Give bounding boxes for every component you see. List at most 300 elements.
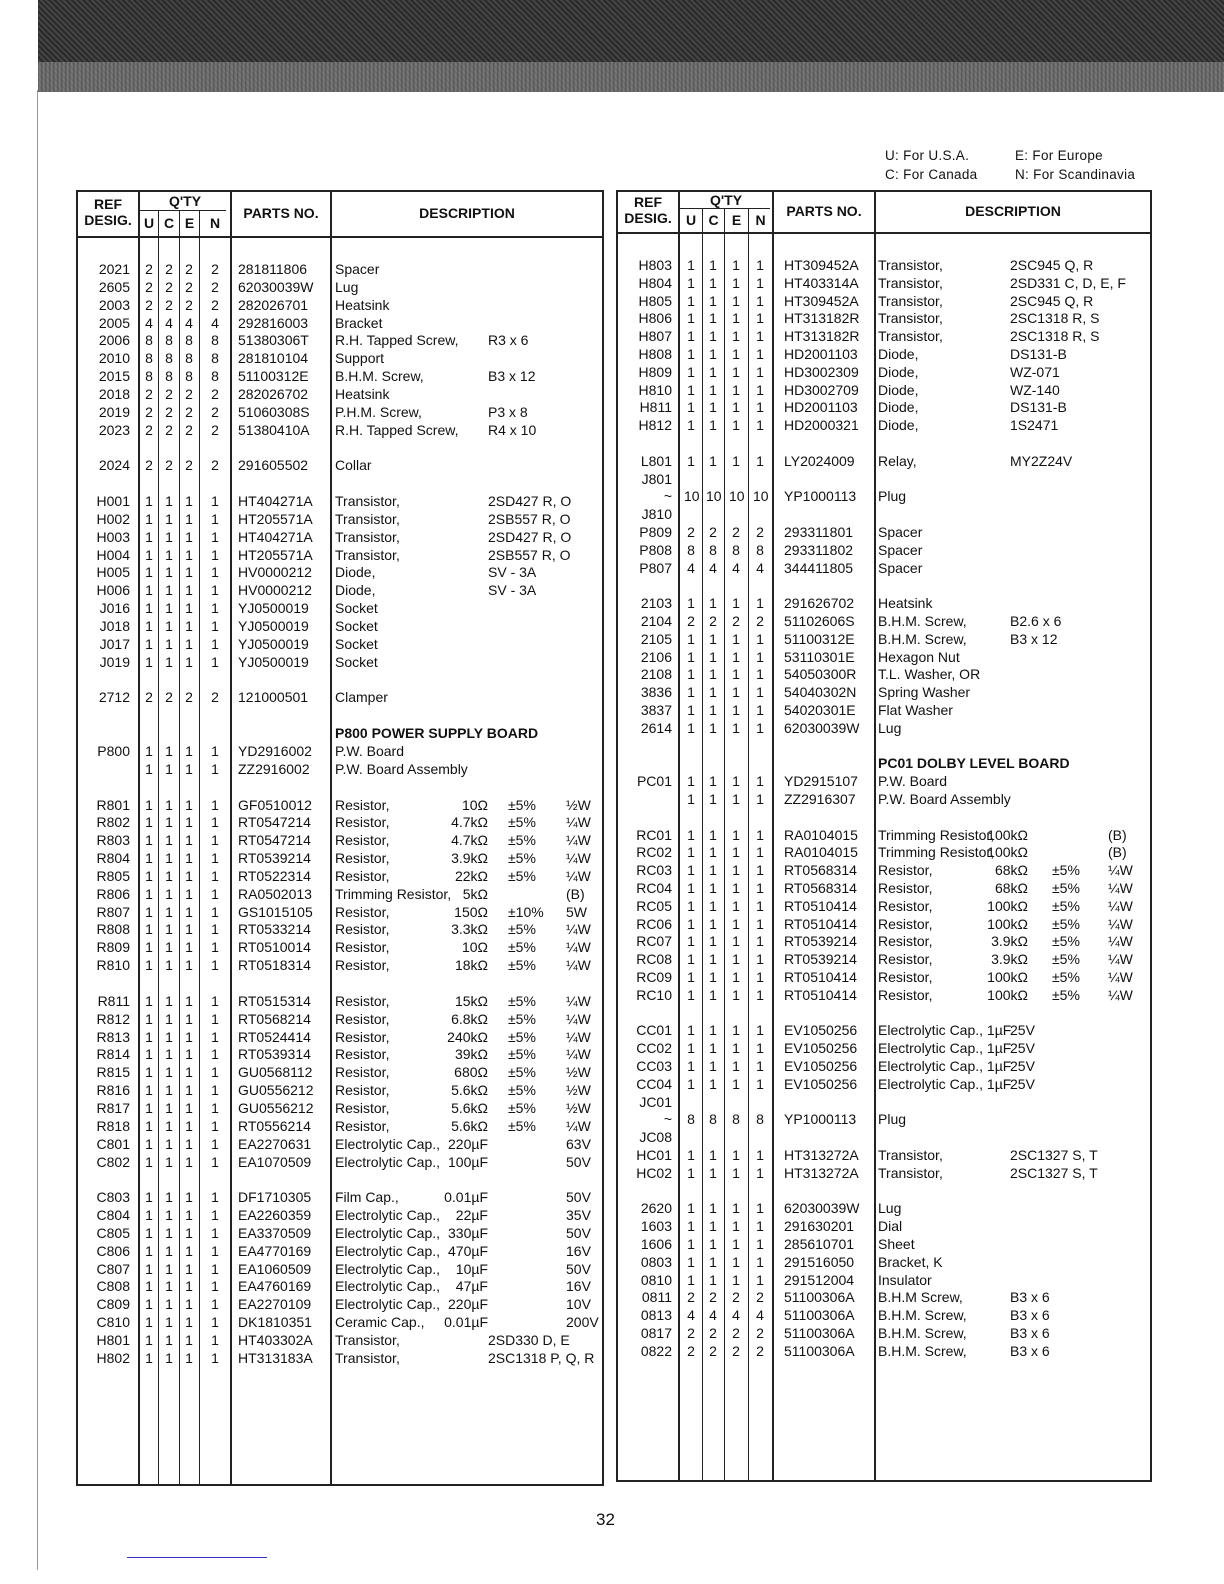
qty-u: 1 bbox=[145, 564, 153, 581]
rating: ¼W bbox=[1108, 880, 1133, 896]
table-row bbox=[618, 559, 1150, 577]
part-number: EA4770169 bbox=[238, 1242, 312, 1259]
qty-e: 1 bbox=[185, 832, 193, 849]
qty-e: 1 bbox=[185, 1242, 193, 1259]
table-row bbox=[78, 653, 602, 671]
tolerance: ±5% bbox=[508, 957, 536, 974]
qty-u: 1 bbox=[145, 600, 153, 617]
qty-c: 1 bbox=[709, 1058, 717, 1074]
ref-desig: C805 bbox=[96, 1224, 130, 1241]
qty-c: 1 bbox=[165, 1296, 173, 1313]
value: 4.7kΩ bbox=[451, 814, 488, 831]
table-row bbox=[78, 439, 602, 457]
spec: 2SB557 R, O bbox=[488, 546, 571, 563]
value: 18kΩ bbox=[454, 957, 488, 974]
parts-table-right bbox=[616, 190, 1152, 1482]
qty-c: 1 bbox=[165, 1314, 173, 1331]
qty-header: Q'TY bbox=[168, 193, 202, 209]
qty-n: 1 bbox=[756, 862, 764, 879]
value: 68kΩ bbox=[994, 862, 1028, 879]
rating: (B) bbox=[1108, 826, 1127, 843]
qty-c: 8 bbox=[165, 350, 173, 367]
ref-desig: J018 bbox=[99, 618, 130, 634]
part-number: RT0524414 bbox=[238, 1028, 311, 1045]
description: Socket bbox=[335, 618, 378, 634]
table-row bbox=[618, 309, 1150, 327]
qty-u: 1 bbox=[145, 957, 153, 974]
description: Transistor, bbox=[878, 1147, 943, 1163]
qty-c: 1 bbox=[709, 986, 717, 1003]
qty-n: 1 bbox=[756, 328, 764, 345]
spec: B3 x 12 bbox=[488, 368, 536, 385]
page-edge bbox=[0, 90, 38, 1570]
table-row bbox=[78, 1224, 602, 1242]
qty-c: 10 bbox=[706, 488, 722, 505]
part-number: 291512004 bbox=[784, 1271, 855, 1288]
table-row bbox=[618, 327, 1150, 345]
qty-e: 1 bbox=[185, 1082, 193, 1099]
description: R.H. Tapped Screw, bbox=[335, 421, 459, 438]
part-number: HT404271A bbox=[238, 493, 313, 510]
ref-desig: 2104 bbox=[640, 613, 672, 629]
qty-e: 1 bbox=[732, 257, 740, 273]
value: 3.9kΩ bbox=[451, 850, 488, 867]
ref-desig: C808 bbox=[96, 1278, 130, 1295]
ref-header: REF DESIG. bbox=[624, 194, 672, 226]
spec: B3 x 6 bbox=[1010, 1307, 1050, 1324]
qty-u: 2 bbox=[145, 403, 153, 420]
qty-u: 1 bbox=[145, 885, 153, 902]
qty-e: 1 bbox=[185, 582, 193, 599]
qty-c: 1 bbox=[165, 1189, 173, 1206]
spec: 2SC1318 P, Q, R bbox=[488, 1349, 595, 1366]
qty-n: 1 bbox=[211, 796, 219, 813]
ref-desig: R818 bbox=[96, 1117, 130, 1134]
qty-u: 4 bbox=[687, 1307, 695, 1324]
ref-desig: JC01 bbox=[639, 1093, 672, 1110]
description: Electrolytic Cap., 1µF bbox=[878, 1075, 1012, 1092]
table-row bbox=[618, 1235, 1150, 1253]
qty-c: 1 bbox=[709, 773, 717, 790]
qty-u: 1 bbox=[145, 832, 153, 849]
qty-c: 2 bbox=[165, 421, 173, 438]
qty-e: 1 bbox=[732, 791, 740, 807]
rating: ¼W bbox=[566, 850, 591, 867]
table-row bbox=[618, 381, 1150, 399]
part-number: YP1000113 bbox=[784, 1111, 857, 1128]
rating: 63V bbox=[566, 1135, 591, 1152]
qty-n: 1 bbox=[756, 257, 764, 273]
qty-u: 8 bbox=[687, 541, 695, 558]
qty-c: 1 bbox=[165, 600, 173, 617]
description: Transistor, bbox=[878, 328, 943, 345]
table-row bbox=[618, 1253, 1150, 1271]
section-heading-text: PC01 DOLBY LEVEL BOARD bbox=[878, 755, 1070, 772]
table-row bbox=[78, 278, 602, 296]
qty-n: 1 bbox=[211, 1117, 219, 1134]
tolerance: ±5% bbox=[508, 1046, 536, 1063]
qty-e: 1 bbox=[185, 1010, 193, 1027]
qty-u: 2 bbox=[145, 421, 153, 438]
table-row bbox=[78, 1117, 602, 1135]
qty-u: 1 bbox=[145, 618, 153, 634]
ref-desig: R805 bbox=[96, 867, 130, 884]
part-number: EV1050256 bbox=[784, 1022, 858, 1039]
part-number: YJ0500019 bbox=[238, 618, 309, 634]
qty-u: 1 bbox=[687, 880, 695, 896]
description: Electrolytic Cap., bbox=[335, 1207, 441, 1224]
qty-c: 1 bbox=[165, 832, 173, 849]
description: P.W. Board bbox=[878, 773, 948, 790]
qty-e: 1 bbox=[732, 452, 740, 469]
description: Heatsink bbox=[335, 385, 390, 402]
rating: ½W bbox=[566, 1082, 591, 1099]
qty-u: 1 bbox=[687, 897, 695, 914]
description: Dial bbox=[878, 1218, 903, 1235]
description: Resistor, bbox=[878, 951, 933, 968]
description: Transistor, bbox=[335, 1332, 400, 1348]
qty-u: 2 bbox=[145, 457, 153, 474]
table-row bbox=[618, 1217, 1150, 1235]
ref-desig: H002 bbox=[96, 510, 130, 527]
table-row bbox=[78, 1010, 602, 1028]
ref-desig: R814 bbox=[96, 1046, 130, 1063]
value: 100kΩ bbox=[987, 844, 1028, 861]
qty-n: 1 bbox=[756, 292, 764, 309]
qty-c: 2 bbox=[709, 1289, 717, 1306]
description: P.H.M. Screw, bbox=[335, 403, 422, 420]
qty-e: 4 bbox=[185, 314, 193, 331]
qty-n: 4 bbox=[756, 559, 764, 576]
tolerance: ±5% bbox=[508, 850, 536, 867]
ref-desig: 2712 bbox=[98, 689, 130, 706]
table-row bbox=[78, 688, 602, 706]
qty-c: 4 bbox=[165, 314, 173, 331]
qty-e: 1 bbox=[185, 885, 193, 902]
ref-desig: 2024 bbox=[98, 457, 130, 474]
qty-u: 1 bbox=[687, 648, 695, 665]
qty-u: 1 bbox=[145, 1046, 153, 1063]
description: Transistor, bbox=[335, 528, 400, 545]
ref-desig: 1606 bbox=[640, 1236, 672, 1252]
part-number: 51100306A bbox=[784, 1325, 855, 1341]
table-row bbox=[78, 1331, 602, 1349]
qty-e: 1 bbox=[185, 600, 193, 617]
qty-e: 1 bbox=[732, 381, 740, 398]
description: B.H.M Screw, bbox=[878, 1289, 963, 1306]
qty-e: 2 bbox=[732, 1325, 740, 1341]
tolerance: ±5% bbox=[508, 992, 536, 1009]
qty-c: 1 bbox=[165, 564, 173, 581]
qty-e: 1 bbox=[185, 564, 193, 581]
qty-u: 2 bbox=[145, 296, 153, 313]
spec: 25V bbox=[1010, 1040, 1035, 1057]
qty-n: 8 bbox=[756, 541, 764, 558]
spec: 25V bbox=[1010, 1075, 1035, 1092]
qty-c: 2 bbox=[165, 457, 173, 474]
ref-desig: 2006 bbox=[98, 332, 130, 349]
spec: SV - 3A bbox=[488, 582, 537, 599]
table-row bbox=[78, 1028, 602, 1046]
qty-e: 1 bbox=[732, 630, 740, 647]
part-number: EA2260359 bbox=[238, 1207, 312, 1224]
table-row bbox=[618, 861, 1150, 879]
description: Plug bbox=[878, 1111, 907, 1128]
qty-c: 1 bbox=[709, 630, 717, 647]
part-number: 293311802 bbox=[784, 541, 854, 558]
parts-table-left bbox=[76, 190, 604, 1486]
description: Resistor, bbox=[335, 903, 390, 920]
description: Resistor, bbox=[335, 814, 390, 831]
description: Ceramic Cap., bbox=[335, 1314, 425, 1331]
spec: MY2Z24V bbox=[1010, 452, 1073, 469]
qty-u: 1 bbox=[687, 1164, 695, 1181]
qty-e: 1 bbox=[185, 867, 193, 884]
qty-c: 1 bbox=[165, 1046, 173, 1063]
ref-desig: 0817 bbox=[640, 1325, 672, 1341]
ref-desig: RC04 bbox=[636, 880, 672, 896]
description: Resistor, bbox=[335, 957, 390, 974]
ref-desig: RC07 bbox=[636, 933, 672, 950]
part-number: YD2915107 bbox=[784, 773, 858, 790]
qty-u: 2 bbox=[687, 613, 695, 629]
qty-n: 1 bbox=[756, 1200, 764, 1217]
value: 6.8kΩ bbox=[451, 1010, 488, 1027]
table-row bbox=[618, 986, 1150, 1004]
value: 10Ω bbox=[461, 939, 488, 956]
table-row bbox=[78, 1045, 602, 1063]
ref-desig: C803 bbox=[96, 1189, 130, 1206]
qty-u: 8 bbox=[687, 1111, 695, 1128]
part-number: 54040302N bbox=[784, 684, 857, 701]
tolerance: ±5% bbox=[508, 814, 536, 831]
ref-desig: 2023 bbox=[98, 421, 130, 438]
rating: ¼W bbox=[566, 1046, 591, 1063]
ref-desig: H809 bbox=[638, 363, 672, 380]
ref-desig: 1603 bbox=[640, 1218, 672, 1235]
part-number: HD2001103 bbox=[784, 399, 858, 416]
description: Bracket, K bbox=[878, 1253, 943, 1270]
description: Diode, bbox=[878, 417, 919, 434]
qty-u: 1 bbox=[687, 1253, 695, 1270]
qty-n: 1 bbox=[211, 493, 219, 510]
qty-u: 1 bbox=[687, 844, 695, 861]
table-row bbox=[618, 897, 1150, 915]
tolerance: ±5% bbox=[1052, 897, 1080, 914]
part-number: 291605502 bbox=[238, 457, 309, 474]
qty-n: 1 bbox=[756, 1040, 764, 1057]
qty-e: 1 bbox=[185, 1349, 193, 1366]
qty-n: 1 bbox=[756, 1236, 764, 1252]
ref-desig: H807 bbox=[638, 328, 672, 345]
description: Film Cap., bbox=[335, 1189, 399, 1206]
qty-n: 1 bbox=[756, 702, 764, 718]
qty-e: 1 bbox=[185, 814, 193, 831]
part-number: 62030039W bbox=[784, 719, 860, 736]
qty-n: 1 bbox=[211, 1224, 219, 1241]
part-number: HT313182R bbox=[784, 310, 860, 327]
ref-header: REF DESIG. bbox=[84, 196, 132, 228]
qty-c: 8 bbox=[709, 541, 717, 558]
qty-c: 1 bbox=[709, 897, 717, 914]
qty-n: 1 bbox=[756, 666, 764, 683]
part-number: HD3002309 bbox=[784, 363, 859, 380]
ref-desig: 2019 bbox=[98, 403, 130, 420]
qty-u: 1 bbox=[687, 826, 695, 843]
table-row bbox=[618, 630, 1150, 648]
part-number: RT0556214 bbox=[238, 1117, 311, 1134]
qty-u: 2 bbox=[145, 689, 153, 706]
value: 68kΩ bbox=[994, 880, 1028, 896]
part-number: HT403302A bbox=[238, 1332, 313, 1348]
qty-u: 1 bbox=[687, 969, 695, 985]
qty-n: 2 bbox=[211, 421, 219, 438]
qty-e: 1 bbox=[185, 653, 193, 670]
qty-c: 1 bbox=[709, 666, 717, 683]
description: B.H.M. Screw, bbox=[878, 613, 967, 629]
qty-c: 1 bbox=[165, 796, 173, 813]
value: 39kΩ bbox=[454, 1046, 488, 1063]
value: 47µF bbox=[455, 1278, 488, 1295]
qty-u: 1 bbox=[145, 510, 153, 527]
value: 100kΩ bbox=[987, 915, 1028, 932]
part-number: EV1050256 bbox=[784, 1058, 858, 1074]
qty-e: 1 bbox=[732, 1058, 740, 1074]
table-row bbox=[618, 826, 1150, 844]
qty-n: 1 bbox=[211, 1207, 219, 1224]
rating: ½W bbox=[566, 1099, 591, 1116]
table-row bbox=[78, 760, 602, 778]
table-row bbox=[78, 617, 602, 635]
qty-u: 1 bbox=[145, 1260, 153, 1277]
qty-c: 1 bbox=[165, 1242, 173, 1259]
description: Diode, bbox=[878, 346, 919, 362]
spec: 25V bbox=[1010, 1022, 1035, 1039]
table-row bbox=[78, 849, 602, 867]
qty-e: 1 bbox=[185, 903, 193, 920]
ref-desig: 3836 bbox=[640, 684, 672, 701]
qty-n: 1 bbox=[211, 1314, 219, 1331]
col-c: C bbox=[708, 212, 719, 228]
qty-u: 4 bbox=[687, 559, 695, 576]
qty-n: 8 bbox=[211, 332, 219, 349]
description: Spacer bbox=[878, 541, 923, 558]
ref-desig: C807 bbox=[96, 1260, 130, 1277]
ref-desig: R811 bbox=[97, 992, 130, 1009]
ref-desig: H805 bbox=[638, 292, 672, 309]
legend-scandinavia: N: For Scandinavia bbox=[1015, 167, 1136, 182]
description: Diode, bbox=[878, 399, 919, 416]
table-row bbox=[618, 576, 1150, 594]
rating: 35V bbox=[566, 1207, 591, 1224]
description: Trimming Resistor, bbox=[335, 885, 452, 902]
ref-desig: 3837 bbox=[640, 702, 672, 718]
spec: 2SD427 R, O bbox=[488, 493, 572, 510]
part-number: RT0510014 bbox=[238, 939, 311, 956]
description: Resistor, bbox=[335, 832, 390, 849]
qty-u: 2 bbox=[687, 1325, 695, 1341]
qty-n: 1 bbox=[211, 1332, 219, 1348]
qty-e: 1 bbox=[732, 310, 740, 327]
qty-u: 1 bbox=[145, 1189, 153, 1206]
qty-e: 1 bbox=[185, 1278, 193, 1295]
qty-c: 1 bbox=[709, 595, 717, 612]
qty-u: 1 bbox=[145, 1332, 153, 1348]
table-row bbox=[78, 920, 602, 938]
qty-u: 2 bbox=[687, 1289, 695, 1306]
part-number: 51100306A bbox=[784, 1342, 855, 1359]
part-number: 293311801 bbox=[784, 524, 854, 540]
rating: ¼W bbox=[566, 1117, 591, 1134]
part-number: HV0000212 bbox=[238, 582, 312, 599]
part-number: EA2270631 bbox=[238, 1135, 312, 1152]
value: 10Ω bbox=[461, 796, 488, 813]
tolerance: ±5% bbox=[1052, 862, 1080, 879]
tolerance: ±5% bbox=[508, 867, 536, 884]
table-row bbox=[78, 742, 602, 760]
ref-desig: H803 bbox=[638, 257, 672, 273]
description: P.W. Board Assembly bbox=[335, 760, 468, 777]
qty-n: 1 bbox=[211, 814, 219, 831]
value: 330µF bbox=[448, 1224, 488, 1241]
description: Heatsink bbox=[878, 595, 933, 612]
qty-u: 1 bbox=[145, 653, 153, 670]
part-number: HV0000212 bbox=[238, 564, 312, 581]
qty-n: 1 bbox=[756, 844, 764, 861]
table-row bbox=[618, 648, 1150, 666]
value: 470µF bbox=[448, 1242, 488, 1259]
table-row bbox=[78, 403, 602, 421]
table-row bbox=[78, 367, 602, 385]
qty-c: 1 bbox=[165, 1064, 173, 1081]
description: P.W. Board bbox=[335, 742, 405, 759]
qty-u: 1 bbox=[145, 1082, 153, 1099]
qty-c: 1 bbox=[709, 933, 717, 950]
description: Hexagon Nut bbox=[878, 648, 960, 665]
description: Plug bbox=[878, 488, 907, 505]
qty-n: 1 bbox=[756, 630, 764, 647]
qty-c: 1 bbox=[709, 826, 717, 843]
part-number: HD2001103 bbox=[784, 346, 858, 362]
table-row bbox=[78, 1242, 602, 1260]
qty-e: 1 bbox=[185, 1224, 193, 1241]
part-number: GU0556212 bbox=[238, 1082, 314, 1099]
qty-u: 1 bbox=[145, 1028, 153, 1045]
qty-e: 2 bbox=[185, 278, 193, 295]
qty-n: 1 bbox=[756, 399, 764, 416]
table-row bbox=[618, 1039, 1150, 1057]
table-row bbox=[618, 1324, 1150, 1342]
description: Trimming Resistor, bbox=[878, 844, 995, 861]
description: Electrolytic Cap., 1µF bbox=[878, 1022, 1012, 1039]
qty-u: 2 bbox=[145, 278, 153, 295]
qty-e: 1 bbox=[185, 1314, 193, 1331]
qty-u: 1 bbox=[145, 921, 153, 938]
qty-c: 1 bbox=[709, 399, 717, 416]
qty-u: 1 bbox=[687, 595, 695, 612]
qty-c: 8 bbox=[165, 332, 173, 349]
qty-u: 1 bbox=[687, 1218, 695, 1235]
qty-n: 2 bbox=[211, 457, 219, 474]
table-row bbox=[618, 1164, 1150, 1182]
ref-desig: J810 bbox=[641, 506, 672, 523]
qty-n: 1 bbox=[211, 653, 219, 670]
qty-n: 2 bbox=[756, 1342, 764, 1359]
qty-e: 1 bbox=[732, 719, 740, 736]
qty-n: 1 bbox=[211, 885, 219, 902]
spec: WZ-140 bbox=[1010, 381, 1060, 398]
table-row bbox=[78, 546, 602, 564]
